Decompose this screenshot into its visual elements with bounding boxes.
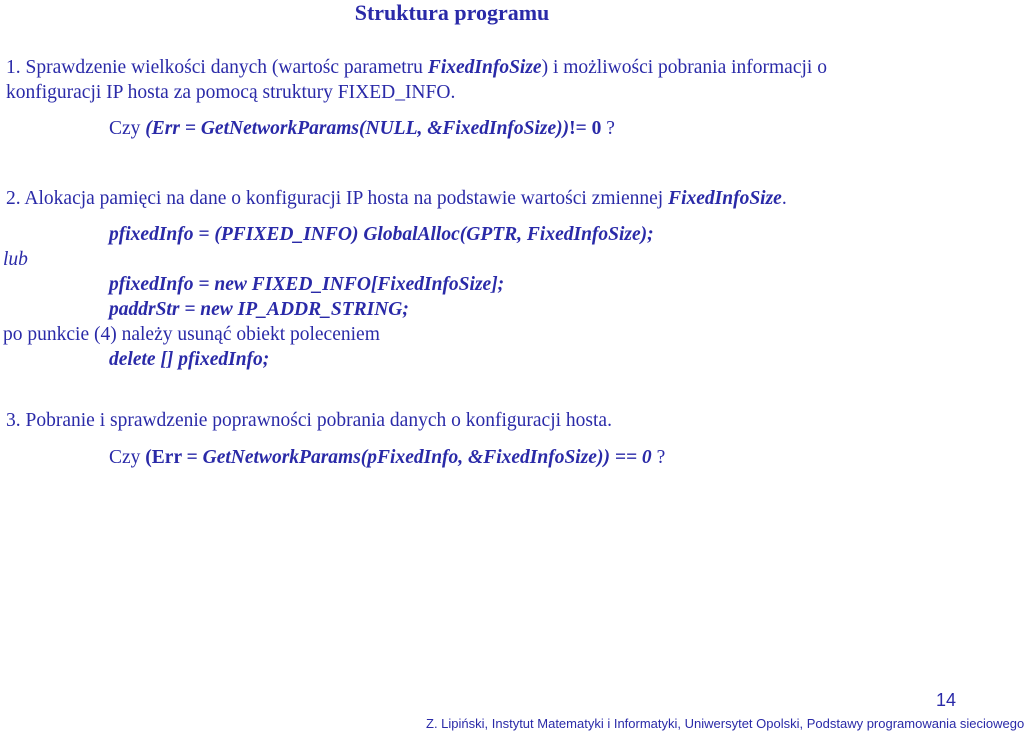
- step3-check-q: ?: [651, 447, 666, 468]
- step3-check-czy: Czy: [109, 447, 146, 468]
- step2-code-new-addrstr: paddrStr = new IP_ADDR_STRING;: [109, 299, 409, 320]
- step3-check-call: GetNetworkParams(pFixedInfo, &FixedInfoSize)) == 0: [202, 447, 652, 468]
- step1-check-call: (Err = GetNetworkParams(NULL, &FixedInfoSize)): [145, 118, 570, 139]
- step3-check-err: (Err =: [145, 447, 203, 468]
- step2-code-new-fixedinfo: pfixedInfo = new FIXED_INFO[FixedInfoSize];: [109, 274, 505, 295]
- step2-text-a: 2. Alokacja pamięci na dane o konfiguracji IP hosta na podstawie wartości zmiennej: [6, 188, 669, 209]
- step1-text-a: 1. Sprawdzenie wielkości danych (wartośc parametru: [6, 57, 428, 78]
- step1-check: [109, 117, 615, 141]
- step2-var: FixedInfoSize: [668, 188, 782, 209]
- slide-title: Struktura programu: [354, 0, 550, 25]
- step3-check: [109, 446, 665, 470]
- step2-code-globalalloc: pfixedInfo = (PFIXED_INFO) GlobalAlloc(GPTR, FixedInfoSize);: [109, 224, 654, 245]
- step1-line1: [6, 56, 827, 80]
- step1-param: FixedInfoSize: [427, 57, 542, 78]
- step2-lub: lub: [3, 249, 28, 270]
- footer-credit: Z. Lipiński, Instytut Matematyki i Informatyki, Uniwersytet Opolski, Podstawy programowania sieciowego: [426, 716, 1024, 731]
- step1-check-czy: Czy: [109, 118, 146, 139]
- step1-check-q: ?: [601, 118, 615, 139]
- step2-code-delete: delete [] pfixedInfo;: [109, 349, 270, 370]
- step2-line1: [6, 187, 787, 211]
- step2-text-c: .: [781, 188, 787, 209]
- step1-line2: konfiguracji IP hosta za pomocą struktury FIXED_INFO.: [6, 82, 456, 103]
- page-number: 14: [936, 690, 957, 710]
- step2-note: po punkcie (4) należy usunąć obiekt poleceniem: [3, 324, 380, 345]
- step1-check-op: != 0: [569, 118, 602, 139]
- step1-text-c: ) i możliwości pobrania informacji o: [541, 57, 827, 78]
- step3-line1: 3. Pobranie i sprawdzenie poprawności pobrania danych o konfiguracji hosta.: [6, 410, 612, 431]
